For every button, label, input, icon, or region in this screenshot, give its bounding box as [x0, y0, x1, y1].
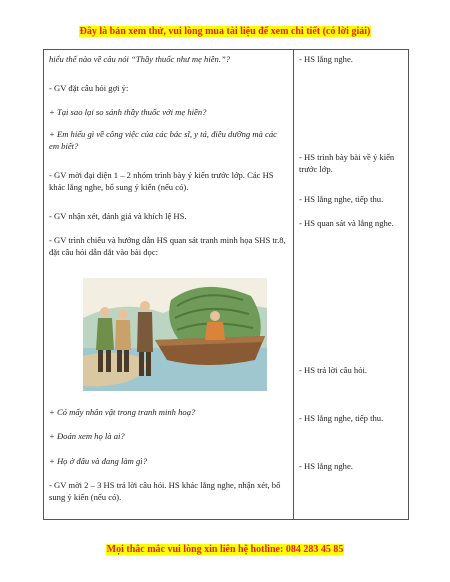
- illustration-image: [83, 278, 267, 391]
- left-paragraph: - GV trình chiếu và hướng dẫn HS quan sát tranh minh họa SHS tr.8, đặt câu hỏi dẫn dắt vào bài đọc:: [49, 235, 286, 257]
- left-paragraph: - GV mời 2 – 3 HS trả lời câu hỏi. HS khác lắng nghe, nhận xét, bổ sung ý kiến (nếu có).: [49, 480, 281, 502]
- left-paragraph: + Đoán xem họ là ai?: [49, 431, 125, 441]
- left-paragraph: + Họ ở đâu và đang làm gì?: [49, 456, 147, 466]
- left-paragraph: - GV mời đại diện 1 – 2 nhóm trình bày ý kiến trước lớp. Các HS khác lắng nghe, bổ sung ý kiến (nếu có).: [49, 170, 274, 192]
- right-paragraph: - HS trình bày bài về ý kiến trước lớp.: [299, 152, 395, 174]
- hotline-banner-text: Mọi thắc mắc vui lòng xin liên hệ hotline: 084 283 45 85: [106, 544, 344, 555]
- left-paragraph: + Có mấy nhân vật trong tranh minh hoạ?: [49, 407, 196, 417]
- left-paragraph: + Em hiểu gì về công việc của các bác sĩ, y tá, điều dưỡng mà các em biết?: [49, 129, 277, 151]
- lesson-table: [43, 49, 409, 520]
- right-paragraph: - HS lắng nghe, tiếp thu.: [299, 413, 384, 423]
- right-paragraph: - HS lắng nghe, tiếp thu.: [299, 194, 384, 204]
- column-divider: [293, 50, 294, 519]
- right-paragraph: - HS lắng nghe.: [299, 461, 353, 471]
- right-paragraph: - HS quan sát và lắng nghe.: [299, 218, 394, 228]
- hotline-banner: [0, 544, 450, 556]
- right-paragraph: - HS trả lời câu hỏi.: [299, 365, 368, 375]
- left-paragraph: - GV đặt câu hỏi gợi ý:: [49, 83, 129, 93]
- left-paragraph: + Tại sao lại so sánh thầy thuốc với mẹ hiền?: [49, 107, 207, 117]
- left-paragraph: - GV nhận xét, đánh giá và khích lệ HS.: [49, 211, 187, 221]
- preview-banner: [0, 26, 450, 38]
- left-paragraph: hiểu thế nào về câu nói “Thầy thuốc như mẹ hiền.”?: [49, 54, 231, 64]
- right-paragraph: - HS lắng nghe.: [299, 54, 353, 64]
- preview-banner-text: Đây là bản xem thử, vui lòng mua tài liệu để xem chi tiết (có lời giải): [79, 26, 371, 37]
